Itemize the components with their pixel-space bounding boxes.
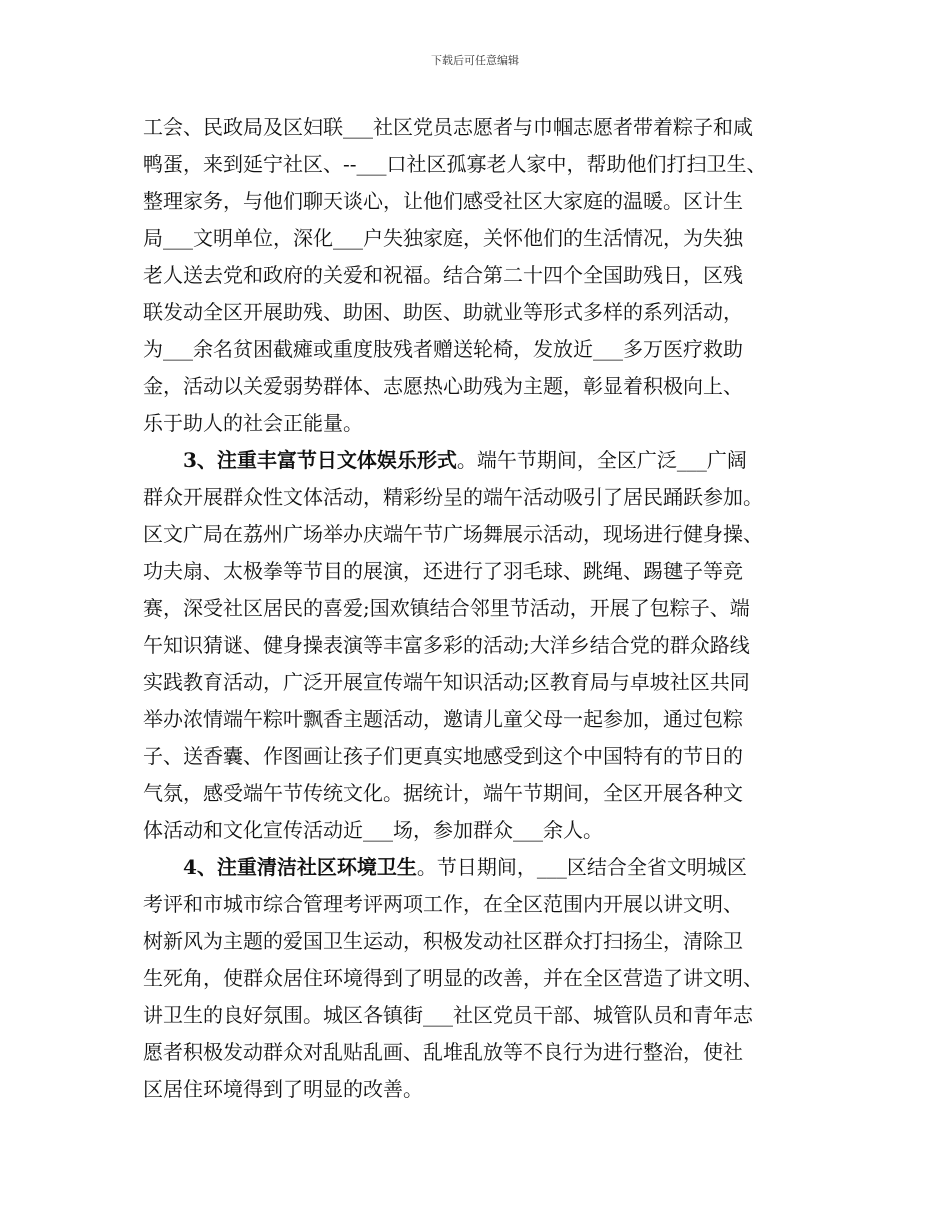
paragraph-2 xyxy=(143,442,833,849)
text-line: 局___文明单位，深化___户失独家庭，关怀他们的生活情况，为失独 xyxy=(143,226,743,250)
text-line: 子、送香囊、作图画让孩子们更真实地感受到这个中国特有的节日的 xyxy=(143,744,743,768)
section-heading: 3、注重丰富节日文体娱乐形式 xyxy=(183,448,457,472)
text-line: 整理家务，与他们聊天谈心，让他们感受社区大家庭的温暖。区计生 xyxy=(143,189,743,213)
text-line xyxy=(143,442,833,479)
text-line: 树新风为主题的爱国卫生运动，积极发动社区群众打扫扬尘，清除卫 xyxy=(143,929,743,953)
document-body xyxy=(143,109,833,1108)
text-line: 老人送去党和政府的关爱和祝福。结合第二十四个全国助残日，区残 xyxy=(143,263,743,287)
text-line: 考评和市城市综合管理考评两项工作，在全区范围内开展以讲文明、 xyxy=(143,892,743,916)
text-line: 午知识猜谜、健身操表演等丰富多彩的活动;大洋乡结合党的群众路线 xyxy=(143,633,750,657)
text-line: 鸭蛋，来到延宁社区、--___口社区孤寡老人家中，帮助他们打扫卫生、 xyxy=(143,152,767,176)
text-line: 工会、民政局及区妇联___社区党员志愿者与巾帼志愿者带着粽子和咸 xyxy=(143,115,753,139)
text-line xyxy=(143,849,833,886)
text-line: 区文广局在荔州广场举办庆端午节广场舞展示活动，现场进行健身操、 xyxy=(143,522,763,546)
text-line: 体活动和文化宣传活动近___场，参加群众___余人。 xyxy=(143,818,603,842)
text-line: 为___余名贫困截瘫或重度肢残者赠送轮椅，发放近___多万医疗救助 xyxy=(143,337,743,361)
text-line: 实践教育活动，广泛开展宣传端午知识活动;区教育局与卓坡社区共同 xyxy=(143,670,750,694)
page-header: 下载后可任意编辑 xyxy=(431,54,519,67)
text-span: 。端午节期间，全区广泛___广阔 xyxy=(456,448,747,472)
text-line: 区居住环境得到了明显的改善。 xyxy=(143,1077,423,1101)
text-line: 愿者积极发动群众对乱贴乱画、乱堆乱放等不良行为进行整治，使社 xyxy=(143,1040,743,1064)
text-line: 举办浓情端午粽叶飘香主题活动，邀请儿童父母一起参加，通过包粽 xyxy=(143,707,743,731)
text-line: 赛，深受社区居民的喜爱;国欢镇结合邻里节活动，开展了包粽子、端 xyxy=(143,596,750,620)
text-line: 生死角，使群众居住环境得到了明显的改善，并在全区营造了讲文明、 xyxy=(143,966,763,990)
text-line: 功夫扇、太极拳等节目的展演，还进行了羽毛球、跳绳、踢毽子等竞 xyxy=(143,559,743,583)
text-line: 讲卫生的良好氛围。城区各镇街___社区党员干部、城管队员和青年志 xyxy=(143,1003,753,1027)
text-line: 群众开展群众性文体活动，精彩纷呈的端午活动吸引了居民踊跃参加。 xyxy=(143,485,763,509)
paragraph-1 xyxy=(143,109,833,442)
text-span: 。节日期间，___区结合全省文明城区 xyxy=(416,855,747,879)
text-line: 联发动全区开展助残、助困、助医、助就业等形式多样的系列活动， xyxy=(143,300,743,324)
paragraph-3 xyxy=(143,849,833,1108)
text-line: 金，活动以关爱弱势群体、志愿热心助残为主题，彰显着积极向上、 xyxy=(143,374,743,398)
text-line: 乐于助人的社会正能量。 xyxy=(143,411,363,435)
text-line: 气氛，感受端午节传统文化。据统计，端午节期间，全区开展各种文 xyxy=(143,781,743,805)
section-heading: 4、注重清洁社区环境卫生 xyxy=(183,855,417,879)
